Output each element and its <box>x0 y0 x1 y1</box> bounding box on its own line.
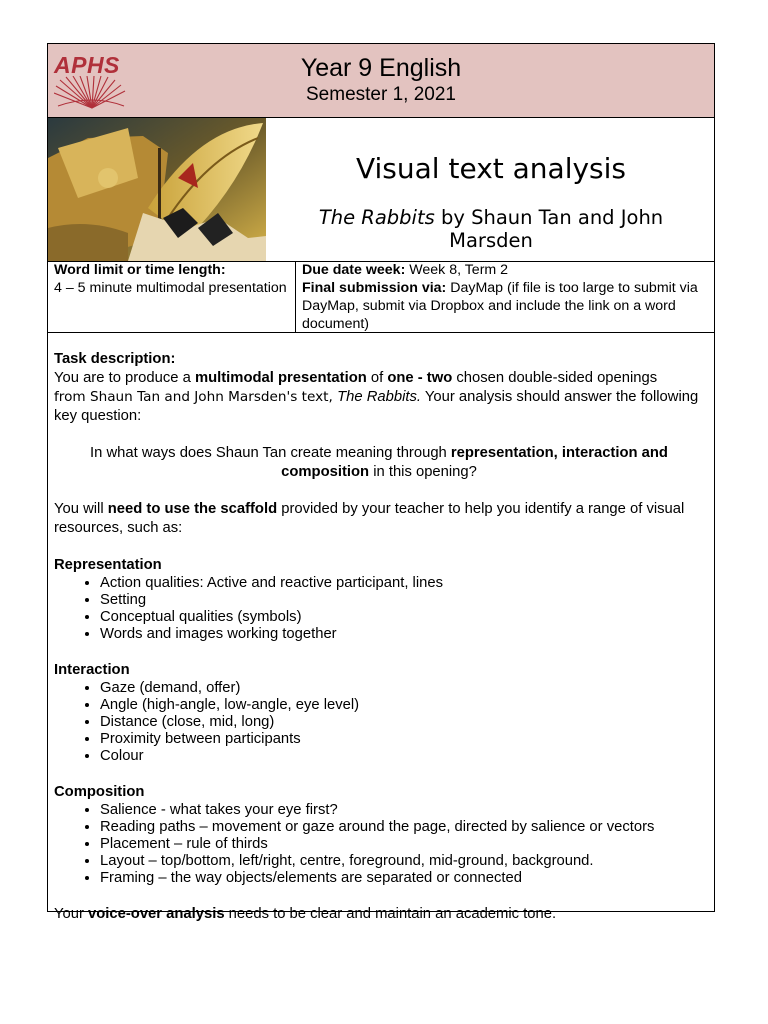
book-illustration <box>48 118 266 261</box>
course-title: Year 9 English <box>300 54 462 82</box>
interaction-heading: Interaction <box>54 662 130 678</box>
table-divider <box>295 261 296 332</box>
title-banner <box>48 118 714 262</box>
composition-list <box>54 802 704 887</box>
document-frame <box>47 43 715 922</box>
word-limit-label: Word limit or time length: <box>54 262 226 278</box>
scaffold-paragraph: You will need to use the scaffold provided by your teacher to help you identify a range of visual resources, such as: <box>54 501 685 536</box>
representation-list <box>54 575 704 643</box>
task-body <box>54 350 704 924</box>
list-item: • Action qualities: Active and reactive participant, lines <box>100 575 704 592</box>
list-item: • Reading paths – movement or gaze around the page, directed by salience or vectors <box>100 819 704 836</box>
task-title: Visual text analysis <box>355 152 627 185</box>
key-question: In what ways does Shaun Tan create meaning through representation, interaction and composition in this opening? <box>90 445 668 480</box>
list-item: • Layout – top/bottom, left/right, centre, foreground, mid-ground, background. <box>100 853 704 870</box>
interaction-list <box>54 680 704 765</box>
closing-paragraph: Your voice-over analysis needs to be clear and maintain an academic tone. <box>54 906 557 922</box>
list-item: • Salience - what takes your eye first? <box>100 802 704 819</box>
list-item: • Placement – rule of thirds <box>100 836 704 853</box>
book-title: The Rabbits <box>318 206 435 229</box>
list-item: • Words and images working together <box>100 626 704 643</box>
composition-heading: Composition <box>54 784 145 800</box>
list-item: • Angle (high-angle, low-angle, eye level) <box>100 697 704 714</box>
header-band <box>48 44 714 118</box>
book-credit <box>298 206 684 252</box>
logo-text: APHS <box>54 52 120 78</box>
word-limit-value: 4 – 5 minute multimodal presentation <box>54 280 287 296</box>
submission-value: DayMap (if file is too large to submit via DayMap, submit via Dropbox and include the link on a word document) <box>302 280 698 332</box>
list-item: • Framing – the way objects/elements are separated or connected <box>100 870 704 887</box>
task-details-table <box>48 261 714 333</box>
list-item: • Conceptual qualities (symbols) <box>100 609 704 626</box>
due-date-value: Week 8, Term 2 <box>405 262 509 278</box>
due-date-cell <box>302 261 708 333</box>
word-limit-cell <box>54 261 290 297</box>
list-item: • Proximity between participants <box>100 731 704 748</box>
list-item: • Distance (close, mid, long) <box>100 714 704 731</box>
submission-label: Final submission via: <box>302 280 447 296</box>
list-item: • Setting <box>100 592 704 609</box>
book-authors: by Shaun Tan and John Marsden <box>434 206 664 252</box>
task-description-heading: Task description: <box>54 351 176 367</box>
representation-heading: Representation <box>54 557 162 573</box>
due-date-label: Due date week: <box>302 262 406 278</box>
list-item: • Colour <box>100 748 704 765</box>
semester-subtitle: Semester 1, 2021 <box>306 84 456 105</box>
list-item: • Gaze (demand, offer) <box>100 680 704 697</box>
task-paragraph: You are to produce a multimodal presentation of one - two chosen double-sided openings from Shaun Tan and John Marsden's text, The Rabbits. Your analysis should answer the following key question: <box>54 370 699 424</box>
